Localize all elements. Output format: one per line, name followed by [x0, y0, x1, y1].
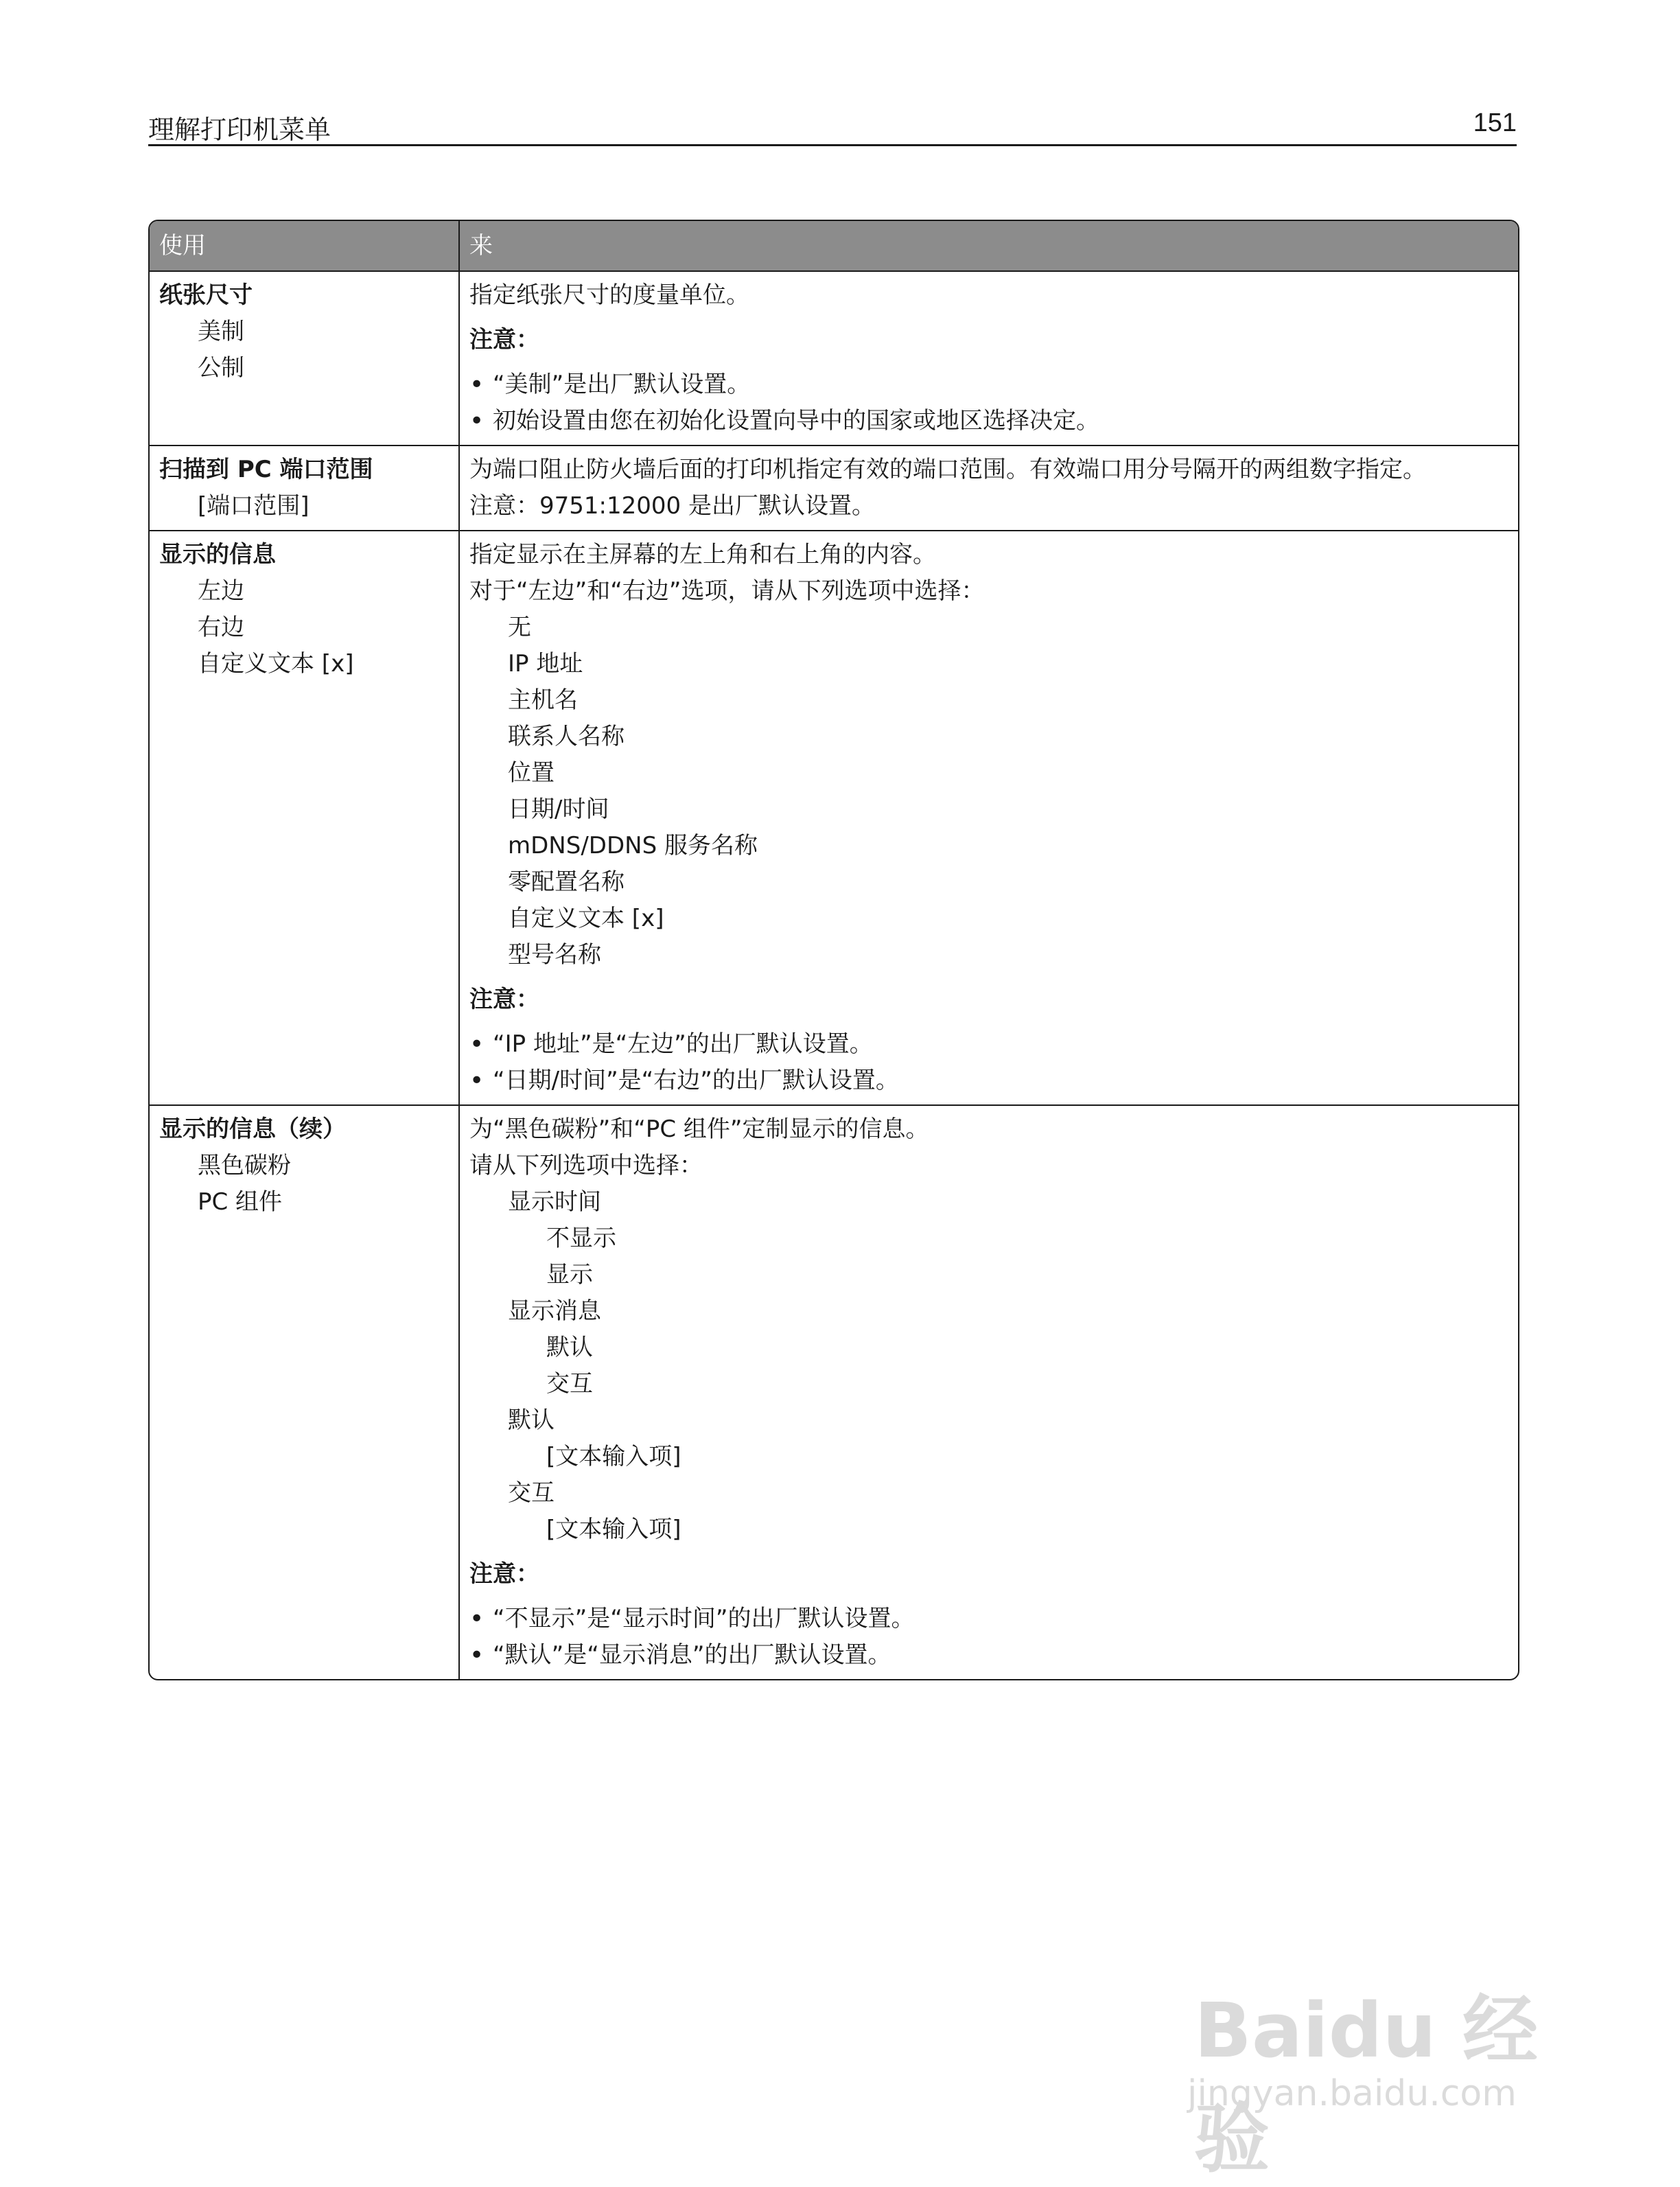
option-item: IP 地址 [508, 650, 583, 678]
note-item: • 初始设置由您在初始化设置向导中的国家或地区选择决定。 [493, 403, 1508, 439]
description-cell [460, 272, 1518, 445]
watermark-url: jingyan.baidu.com [1187, 2073, 1517, 2114]
use-cell [150, 531, 460, 1104]
tree-group-label: 交互 [508, 1479, 555, 1507]
table-header-row [150, 221, 1518, 270]
note-list [469, 1026, 1508, 1099]
description-text: 请从下列选项中选择： [469, 1152, 703, 1179]
option-item: 主机名 [508, 686, 578, 714]
description-cell [460, 446, 1518, 530]
menu-item-option: 左边 [198, 577, 244, 605]
note-item: • “IP 地址”是“左边”的出厂默认设置。 [493, 1026, 1508, 1063]
column-header-to: 来 [469, 232, 493, 259]
description-cell [460, 531, 1518, 1104]
column-header-use: 使用 [150, 221, 460, 270]
note-list [469, 367, 1508, 439]
option-item: 无 [508, 614, 531, 641]
option-item: 联系人名称 [508, 723, 625, 750]
menu-item-option: 自定义文本 [x] [198, 650, 354, 678]
note-label: 注意： [469, 1560, 539, 1588]
option-item: 零配置名称 [508, 868, 625, 896]
menu-item-option: 黑色碳粉 [198, 1152, 291, 1179]
description-text: 为端口阻止防火墙后面的打印机指定有效的端口范围。有效端口用分号隔开的两组数字指定。 [469, 456, 1426, 483]
option-item: mDNS/DDNS 服务名称 [508, 832, 758, 859]
tree-child-item: 默认 [546, 1334, 593, 1361]
page-number: 151 [1473, 108, 1517, 137]
option-item: 型号名称 [508, 941, 601, 969]
baidu-watermark [1180, 1901, 1565, 2183]
note-item: • “默认”是“显示消息”的出厂默认设置。 [493, 1637, 1508, 1674]
description-cell [460, 1106, 1518, 1679]
table-row [150, 530, 1518, 1104]
description-text: 为“黑色碳粉”和“PC 组件”定制显示的信息。 [469, 1115, 929, 1143]
tree-child-item: 交互 [546, 1370, 593, 1398]
menu-item-title: 显示的信息 [159, 541, 276, 568]
page-header [148, 107, 1517, 146]
table-row [150, 270, 1518, 445]
tree-child-item: [文本输入项] [546, 1443, 681, 1470]
use-cell [150, 1106, 460, 1679]
tree-group-label: 默认 [508, 1407, 555, 1434]
menu-table [148, 220, 1519, 1680]
tree-child-item: [文本输入项] [546, 1516, 681, 1543]
tree-child-item: 不显示 [546, 1225, 616, 1252]
option-item: 自定义文本 [x] [508, 905, 664, 932]
menu-item-title: 扫描到 PC 端口范围 [159, 456, 373, 483]
menu-item-option: 公制 [198, 354, 244, 382]
header-title: 理解打印机菜单 [148, 115, 331, 145]
note-item: • “日期/时间”是“右边”的出厂默认设置。 [493, 1063, 1508, 1099]
menu-item-option: PC 组件 [198, 1188, 283, 1216]
watermark-logo: Baidu 经验 [1194, 1987, 1539, 2183]
tree-group-label: 显示时间 [508, 1188, 601, 1216]
menu-item-option: 美制 [198, 318, 244, 345]
use-cell [150, 272, 460, 445]
note-label: 注意： [469, 986, 539, 1013]
note-list [469, 1601, 1508, 1674]
menu-item-title: 显示的信息（续） [159, 1115, 346, 1143]
description-text: 指定纸张尺寸的度量单位。 [469, 281, 749, 309]
tree-group-label: 显示消息 [508, 1297, 601, 1325]
description-text: 对于“左边”和“右边”选项，请从下列选项中选择： [469, 577, 985, 605]
note-item: • “不显示”是“显示时间”的出厂默认设置。 [493, 1601, 1508, 1637]
menu-item-option: [端口范围] [198, 492, 310, 520]
use-cell [150, 446, 460, 530]
tree-child-item: 显示 [546, 1261, 593, 1288]
menu-item-title: 纸张尺寸 [159, 281, 253, 309]
table-row [150, 445, 1518, 530]
table-row [150, 1104, 1518, 1679]
option-item: 日期/时间 [508, 796, 609, 823]
option-item: 位置 [508, 759, 555, 787]
note-inline: 注意：9751:12000 是出厂默认设置。 [469, 492, 875, 520]
note-label: 注意： [469, 326, 539, 354]
menu-item-option: 右边 [198, 614, 244, 641]
note-item: • “美制”是出厂默认设置。 [493, 367, 1508, 403]
description-text: 指定显示在主屏幕的左上角和右上角的内容。 [469, 541, 936, 568]
